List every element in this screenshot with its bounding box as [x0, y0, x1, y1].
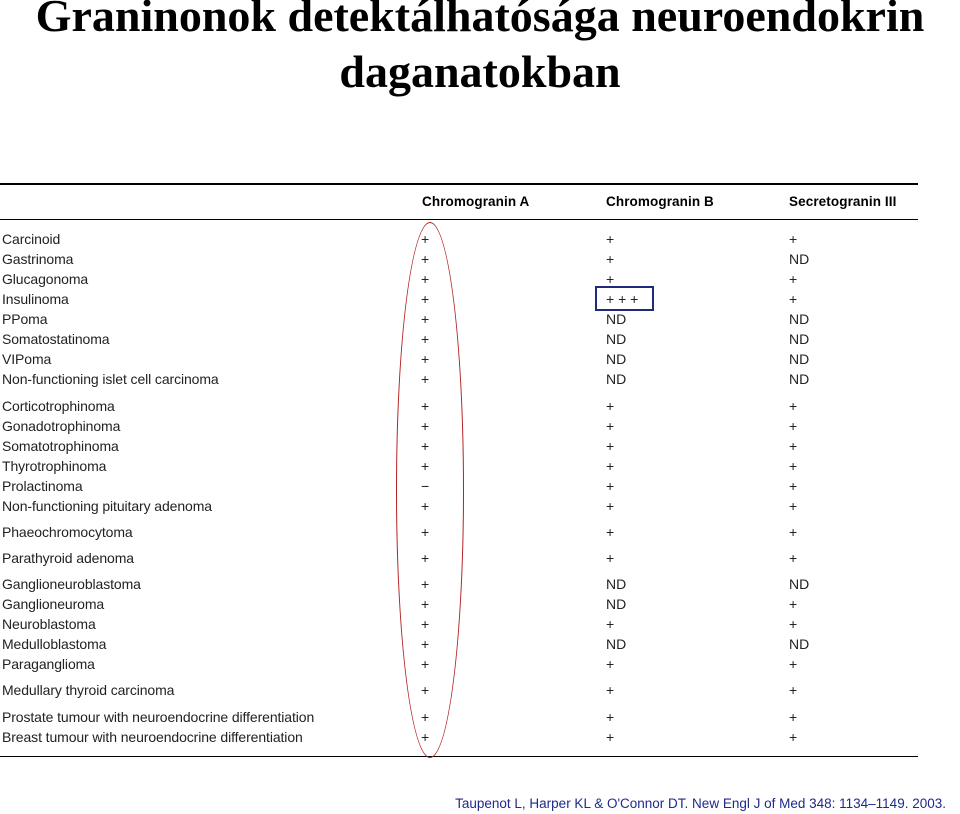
tumour-name: Phaeochromocytoma [2, 524, 133, 540]
chromogranin-a-value: + [421, 656, 430, 672]
chromogranin-b-value: ND [606, 576, 627, 592]
chromogranin-a-value: + [421, 709, 430, 725]
secretogranin-iii-value: + [789, 231, 798, 247]
chromogranin-b-value: ND [606, 311, 627, 327]
chromogranin-a-value: + [421, 576, 430, 592]
tumour-name: Insulinoma [2, 291, 69, 307]
chromogranin-b-value: + [606, 418, 615, 434]
chromogranin-a-value: + [421, 438, 430, 454]
tumour-name: Prostate tumour with neuroendocrine differentiation [2, 709, 315, 725]
chromogranin-a-highlight-ellipse [396, 222, 464, 758]
chromogranin-b-value: ND [606, 351, 627, 367]
chromogranin-b-value: + [606, 524, 615, 540]
tumour-name: Gastrinoma [2, 251, 74, 267]
chromogranin-a-value: + [421, 331, 430, 347]
table-row [0, 680, 918, 700]
tumour-name: Paraganglioma [2, 656, 95, 672]
secretogranin-iii-value: + [789, 682, 798, 698]
chromogranin-a-value: + [421, 616, 430, 632]
chromogranin-a-value: + [421, 271, 430, 287]
table-top-rule [0, 183, 918, 185]
chromogranin-a-value: + [421, 351, 430, 367]
secretogranin-iii-value: + [789, 709, 798, 725]
tumour-name: Neuroblastoma [2, 616, 96, 632]
column-header-secretogranin-iii: Secretogranin III [789, 194, 897, 209]
chromogranin-b-value: + [606, 478, 615, 494]
chromogranin-a-value: + [421, 418, 430, 434]
tumour-name: Somatostatinoma [2, 331, 110, 347]
secretogranin-iii-value: ND [789, 636, 810, 652]
tumour-name: Corticotrophinoma [2, 398, 115, 414]
tumour-name: Ganglioneuroblastoma [2, 576, 141, 592]
secretogranin-iii-value: + [789, 418, 798, 434]
secretogranin-iii-value: ND [789, 371, 810, 387]
table-row [0, 289, 918, 309]
secretogranin-iii-value: ND [789, 251, 810, 267]
secretogranin-iii-value: + [789, 291, 798, 307]
table-row [0, 249, 918, 269]
secretogranin-iii-value: ND [789, 311, 810, 327]
table-row [0, 229, 918, 249]
chromogranin-b-value: + [606, 498, 615, 514]
chromogranin-a-value: + [421, 231, 430, 247]
table-bottom-rule [0, 756, 918, 757]
chromogranin-a-value: + [421, 398, 430, 414]
column-header-chromogranin-a: Chromogranin A [422, 194, 530, 209]
table-header-rule [0, 219, 918, 220]
secretogranin-iii-value: + [789, 458, 798, 474]
secretogranin-iii-value: + [789, 656, 798, 672]
secretogranin-iii-value: + [789, 596, 798, 612]
chromogranin-b-value: ND [606, 371, 627, 387]
table-row [0, 329, 918, 349]
title-line-2: daganatokban [339, 46, 621, 97]
chromogranin-b-value: + [606, 616, 615, 632]
chromogranin-b-value: + [606, 709, 615, 725]
chromogranin-a-value: + [421, 729, 430, 745]
tumour-name: Parathyroid adenoma [2, 550, 134, 566]
tumour-name: Thyrotrophinoma [2, 458, 107, 474]
chromogranin-b-value: + [606, 682, 615, 698]
chromogranin-a-value: + [421, 291, 430, 307]
chromogranin-a-value: + [421, 636, 430, 652]
chromogranin-b-value: ND [606, 636, 627, 652]
secretogranin-iii-value: + [789, 498, 798, 514]
chromogranin-b-value: + [606, 458, 615, 474]
tumour-name: Medulloblastoma [2, 636, 107, 652]
table-row [0, 727, 918, 747]
secretogranin-iii-value: + [789, 271, 798, 287]
table-row [0, 269, 918, 289]
chromogranin-a-value: + [421, 371, 430, 387]
chromogranin-a-value: + [421, 458, 430, 474]
tumour-name: Gonadotrophinoma [2, 418, 121, 434]
chromogranin-b-value: + [606, 271, 615, 287]
chromogranin-a-value: + [421, 682, 430, 698]
chromogranin-a-value: + [421, 596, 430, 612]
chromogranin-a-value: + [421, 550, 430, 566]
chromogranin-b-value: + [606, 656, 615, 672]
chromogranin-b-value: + [606, 231, 615, 247]
chromogranin-b-value: + [606, 729, 615, 745]
insulinoma-chromogranin-b-highlight-box [595, 286, 654, 311]
chromogranin-a-value: + [421, 251, 430, 267]
secretogranin-iii-value: + [789, 550, 798, 566]
chromogranin-a-value: + [421, 311, 430, 327]
tumour-name: Breast tumour with neuroendocrine differentiation [2, 729, 303, 745]
tumour-name: Carcinoid [2, 231, 61, 247]
secretogranin-iii-value: + [789, 478, 798, 494]
chromogranin-b-value: + [606, 550, 615, 566]
table-row [0, 654, 918, 674]
column-header-chromogranin-b: Chromogranin B [606, 194, 714, 209]
secretogranin-iii-value: ND [789, 576, 810, 592]
secretogranin-iii-value: ND [789, 331, 810, 347]
tumour-name: Non-functioning islet cell carcinoma [2, 371, 219, 387]
tumour-name: PPoma [2, 311, 48, 327]
chromogranin-a-value: − [421, 478, 430, 494]
secretogranin-iii-value: + [789, 524, 798, 540]
table-row [0, 707, 918, 727]
chromogranin-b-value: + + + [606, 291, 639, 307]
tumour-name: Somatotrophinoma [2, 438, 119, 454]
secretogranin-iii-value: + [789, 398, 798, 414]
tumour-name: Ganglioneuroma [2, 596, 105, 612]
chromogranin-a-value: + [421, 498, 430, 514]
table-row [0, 634, 918, 654]
title-line-1: Graninonok detektálhatósága neuroendokrin [35, 0, 925, 41]
chromogranin-b-value: ND [606, 331, 627, 347]
slide-title [0, 0, 960, 100]
tumour-name: Medullary thyroid carcinoma [2, 682, 175, 698]
secretogranin-iii-value: ND [789, 351, 810, 367]
tumour-name: Glucagonoma [2, 271, 89, 287]
citation: Taupenot L, Harper KL & O'Connor DT. New Engl J of Med 348: 1134–1149. 2003. [455, 796, 946, 811]
secretogranin-iii-value: + [789, 616, 798, 632]
tumour-name: VIPoma [2, 351, 52, 367]
secretogranin-iii-value: + [789, 438, 798, 454]
tumour-name: Non-functioning pituitary adenoma [2, 498, 212, 514]
chromogranin-b-value: + [606, 438, 615, 454]
chromogranin-b-value: + [606, 398, 615, 414]
secretogranin-iii-value: + [789, 729, 798, 745]
chromogranin-b-value: ND [606, 596, 627, 612]
table-row [0, 309, 918, 329]
tumour-name: Prolactinoma [2, 478, 83, 494]
chromogranin-b-value: + [606, 251, 615, 267]
chromogranin-a-value: + [421, 524, 430, 540]
